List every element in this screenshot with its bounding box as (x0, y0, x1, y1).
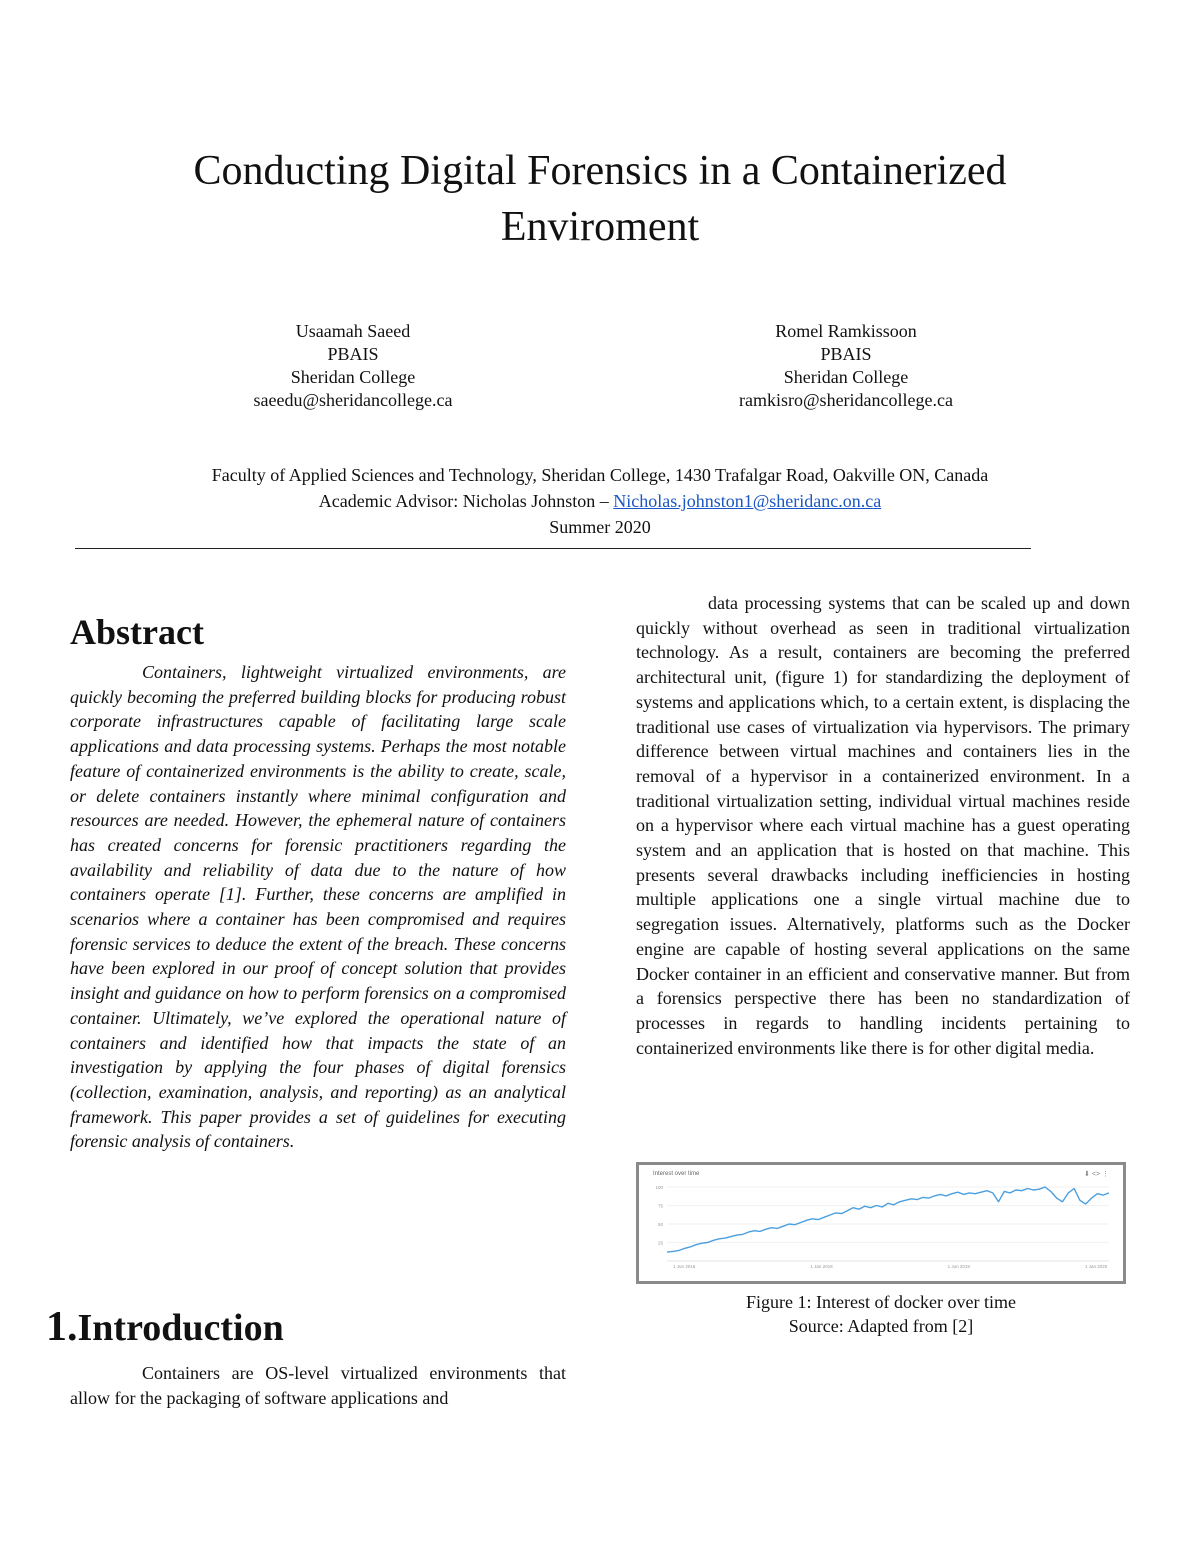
author-institution: Sheridan College (783, 367, 909, 387)
share-icon[interactable]: ⋮ (1102, 1171, 1109, 1178)
right-column-body: data processing systems that can be scaled up and down quickly without overhead as seen in traditional virtualization technology. As a result, containers are becoming the preferred architectural unit, (figure 1) for standardizing the deployment of systems and applications which, to a certain extent, is displacing the traditional use cases of virtualization via hypervisors. The primary difference between virtual machines and containers lies in the removal of a hypervisor in a containerized environment. In a traditional virtualization setting, individual virtual machines reside on a hypervisor where each virtual machine has a guest operating system and an application that is hosted on that machine. This presents several drawbacks including inefficiencies in hosting multiple applications one a single virtual machine due to segregation issues. Alternatively, platforms such as the Docker engine are capable of hosting several applications on the same Docker container in an efficient and conservative manner. But from a forensics perspective there has been no standardization of processes in regards to handling incidents pertaining to containerized environments like there is for other digital media. (636, 593, 1130, 1058)
introduction-heading (46, 1305, 284, 1350)
download-icon[interactable]: ⬇ (1084, 1171, 1090, 1178)
abstract-body: Containers, lightweight virtualized environments, are quickly becoming the preferred building blocks for producing robust corporate infrastructures capable of facilitating large scale applications and data processing systems. Perhaps the most notable feature of containerized environments is the ability to create, scale, or delete containers instantly where minimal configuration and resources are needed. However, the ephemeral nature of containers has created concerns for forensic practitioners regarding the availability and reliability of data due to the nature of how containers operate [1]. Further, these concerns are amplified in scenarios where a container has been compromised and requires forensic services to deduce the extent of the breach. These concerns have been explored in our proof of concept solution that provides insight and guidance on how to perform forensics on a compromised container. Ultimately, we’ve explored the operational nature of containers and identified how that impacts the state of an investigation by applying the four phases of digital forensics (collection, examination, analysis, and reporting) as an analytical framework. This paper provides a set of guidelines for executing forensic analysis of containers. (70, 662, 566, 1152)
advisor-email-link[interactable]: Nicholas.johnston1@sheridanc.on.ca (613, 491, 882, 511)
author-program: PBAIS (327, 344, 379, 364)
author-block-2 (656, 320, 1036, 412)
y-tick-label: 50 (657, 1222, 663, 1227)
header-divider (75, 548, 1031, 549)
advisor-label: Academic Advisor: Nicholas Johnston – (318, 491, 614, 511)
right-column (636, 591, 1130, 1060)
left-column (70, 600, 566, 1154)
affiliation-block (60, 462, 1140, 540)
author-block-1 (163, 320, 543, 412)
figure-1-caption (636, 1290, 1126, 1338)
author-name: Romel Ramkissoon (775, 321, 917, 341)
affiliation-line: Faculty of Applied Sciences and Technology, Sheridan College, 1430 Trafalgar Road, Oakville ON, Canada (211, 465, 989, 485)
x-tick-label: 1 Jun 2016 (673, 1264, 696, 1269)
x-tick-label: 1 Jun 2019 (947, 1264, 970, 1269)
paper-title: Conducting Digital Forensics in a Containerized Enviroment (193, 148, 1007, 250)
term-line: Summer 2020 (549, 517, 651, 537)
author-name: Usaamah Saeed (295, 321, 411, 341)
y-tick-label: 25 (657, 1240, 663, 1246)
x-tick-label: 1 Jan 2018 (810, 1264, 833, 1269)
author-institution: Sheridan College (290, 367, 416, 387)
y-tick-label: 75 (657, 1203, 663, 1209)
author-email: ramkisro@sheridancollege.ca (739, 390, 953, 410)
chart-header: Interest over time (653, 1171, 700, 1177)
embed-icon[interactable]: <> (1091, 1171, 1101, 1178)
advisor-line (60, 488, 1140, 514)
y-tick-label: 100 (655, 1185, 663, 1190)
caption-line-1: Figure 1: Interest of docker over time (746, 1292, 1016, 1312)
caption-line-2: Source: Adapted from [2] (788, 1316, 974, 1336)
introduction-body: Containers are OS-level virtualized environments that allow for the packaging of software applications and (70, 1363, 566, 1408)
figure-1-frame (636, 1162, 1126, 1284)
abstract-heading: Abstract (70, 612, 204, 652)
section-number: 1. (46, 1304, 78, 1350)
section-title: Introduction (77, 1307, 284, 1349)
x-tick-label: 1 Jan 2020 (1085, 1264, 1108, 1269)
author-email: saeedu@sheridancollege.ca (253, 390, 453, 410)
author-program: PBAIS (820, 344, 872, 364)
interest-over-time-chart (639, 1165, 1123, 1281)
chart-toolbar (1084, 1170, 1109, 1178)
